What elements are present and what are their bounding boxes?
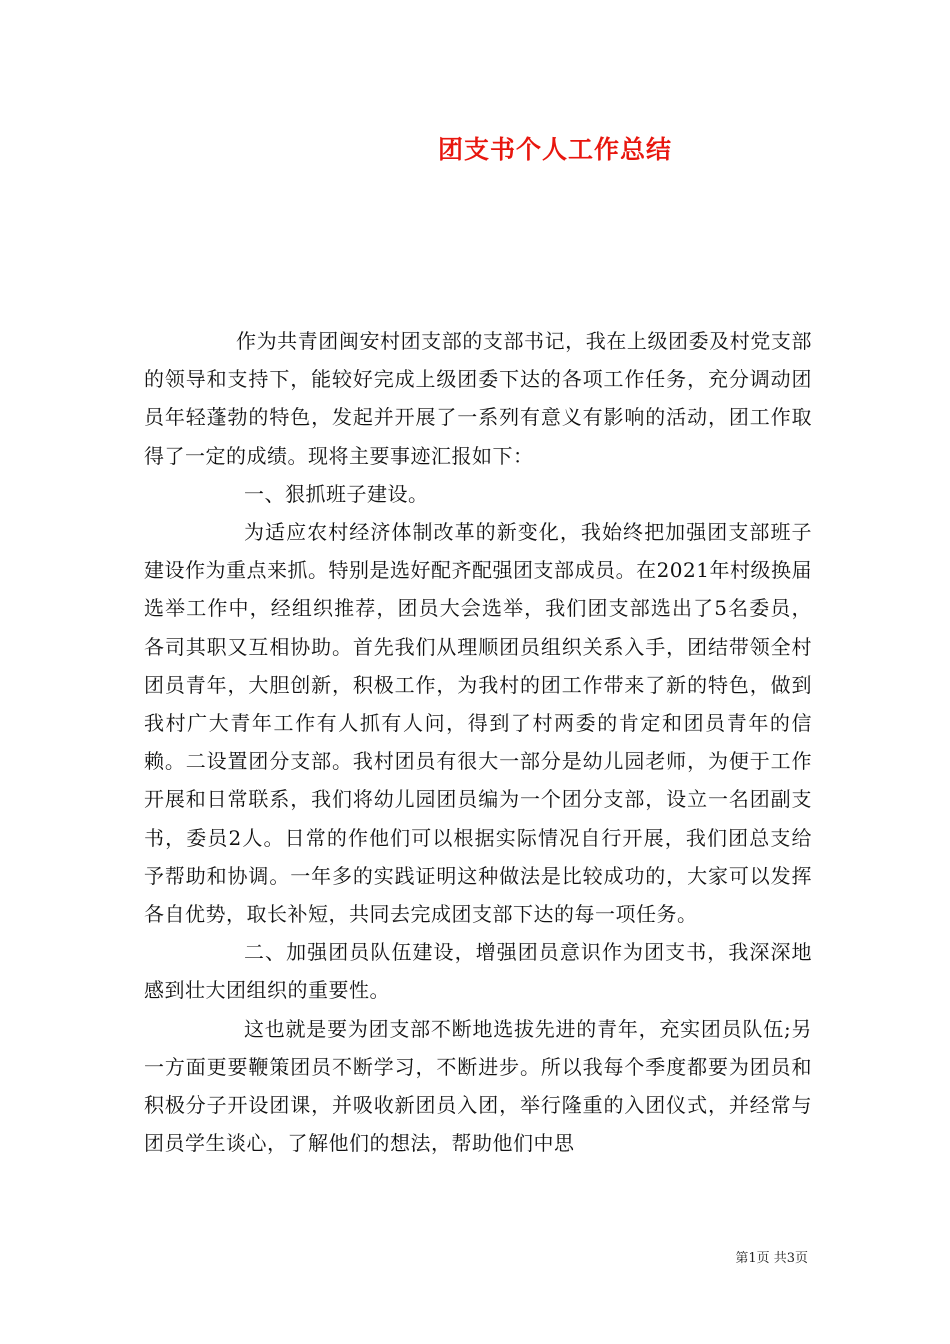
section-heading-2: 二、加强团员队伍建设，增强团员意识作为团支书，我深深地感到壮大团组织的重要性。 [144, 940, 812, 1003]
section-heading-1: 一、狠抓班子建设。 [244, 481, 429, 506]
paragraph-intro: 作为共青团闽安村团支部的支部书记，我在上级团委及村党支部的领导和支持下，能较好完成上级团委下达的各项工作任务，充分调动团员年轻蓬勃的特色，发起并开展了一系列有意义有影响的活动，团工作取得了一定的成绩。现将主要事迹汇报如下： [144, 329, 812, 468]
document-body [144, 322, 812, 1162]
paragraph-team-building: 为适应农村经济体制改革的新变化，我始终把加强团支部班子建设作为重点来抓。特别是选好配齐配强团支部成员。在2021年村级换届选举工作中，经组织推荐，团员大会选举，我们团支部选出了5名委员，各司其职又互相协助。首先我们从理顺团员组织关系入手，团结带领全村团员青年，大胆创新，积极工作，为我村的团工作带来了新的特色，做到我村广大青年工作有人抓有人问，得到了村两委的肯定和团员青年的信赖。二设置团分支部。我村团员有很大一部分是幼儿园老师，为便于工作开展和日常联系，我们将幼儿园团员编为一个团分支部，设立一名团副支书，委员2人。日常的作他们可以根据实际情况自行开展，我们团总支给予帮助和协调。一年多的实践证明这种做法是比较成功的，大家可以发挥各自优势，取长补短，共同去完成团支部下达的每一项任务。 [144, 520, 812, 927]
paragraph-member-development: 这也就是要为团支部不断地选拔先进的青年，充实团员队伍;另一方面更要鞭策团员不断学习，不断进步。所以我每个季度都要为团员和积极分子开设团课，并吸收新团员入团，举行隆重的入团仪式，并经常与团员学生谈心，了解他们的想法，帮助他们中思 [144, 1016, 812, 1156]
page-number: 第1页 共3页 [735, 1251, 808, 1266]
document-title: 团支书个人工作总结 [437, 135, 672, 164]
